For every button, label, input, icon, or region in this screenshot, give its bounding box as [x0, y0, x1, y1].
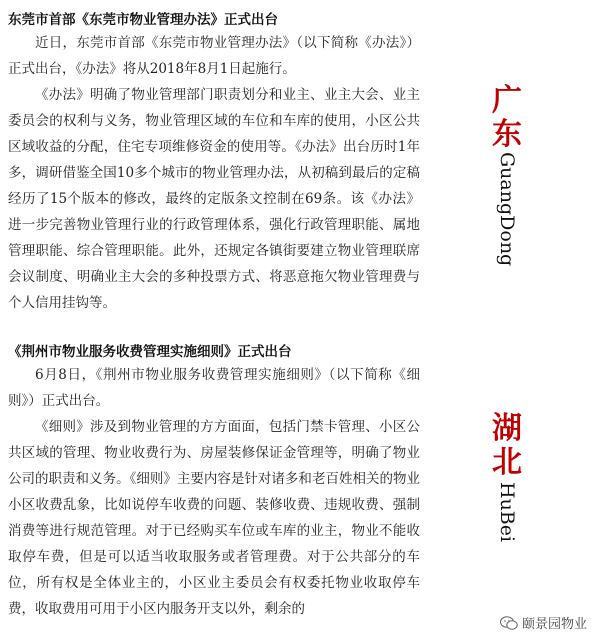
section-heading-jingzhou: 《荆州市物业服务收费管理实施细则》正式出台: [8, 344, 292, 360]
watermark: [500, 613, 587, 632]
region-label-hubei-cn: 湖北: [492, 411, 522, 480]
paragraph-jingzhou-2: 《细则》涉及到物业管理的方方面面，包括门禁卡管理、小区公共区域的管理、物业收费行为、房屋装修保证金管理等，明确了物业公司的职责和义务。《细则》主要内容是针对诸多和老百姓相关的物业小区收费乱象，比如说停车收费的问题、装修收费、违规收费、强制消费等进行规范管理。对于已经购买车位或车库的业主，物业不能收取停车费，但是可以适当收取服务或者管理费。对于公共部分的车位，所有权是全体业主的，小区业主委员会有权委托物业收取停车费，收取费用可用于小区内服务开支以外，剩余的: [8, 419, 420, 617]
paragraph-jingzhou-1: 6月8日，《荆州市物业服务收费管理实施细则》（以下简称《细则》）正式出台。: [8, 367, 420, 409]
wechat-icon: [500, 616, 518, 630]
region-label-hubei-en: HuBei: [496, 482, 518, 543]
section-heading-dongguan: 东莞市首部《东莞市物业管理办法》正式出台: [8, 12, 278, 28]
paragraph-dongguan-1: 近日，东莞市首部《东莞市物业管理办法》（以下简称《办法》）正式出台，《办法》将从2018年8月1日起施行。: [8, 35, 420, 77]
region-label-guangdong-en: GuangDong: [496, 152, 518, 267]
watermark-text: 颐景园物业: [521, 617, 587, 632]
region-label-guangdong-cn: 广东: [492, 83, 522, 152]
paragraph-dongguan-2: 《办法》明确了物业管理部门职责划分和业主、业主大会、业主委员会的权利与义务，物业管理区域的车位和车库的使用，小区公共区域收益的分配，住宅专项维修资金的使用等。《办法》出台历时1年多，调研借鉴全国10多个城市的物业管理办法，从初稿到最后的定稿经历了15个版本的修改，最终的定版条文控制在69条。该《办法》进一步完善物业管理行业的行政管理体系，强化行政管理职能、属地管理职能、综合管理职能。此外，还规定各镇街要建立物业管理联席会议制度、明确业主大会的多种投票方式、将恶意拖欠物业管理费与个人信用挂钩等。: [8, 87, 420, 311]
